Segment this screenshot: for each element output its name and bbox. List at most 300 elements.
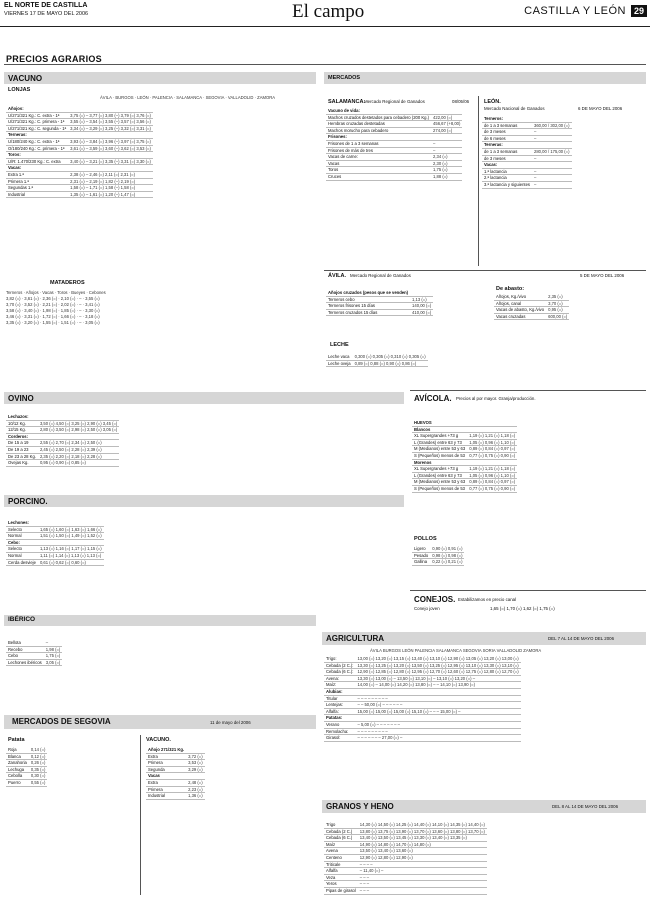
row-values: 2,55 (=) 2,70 (=) 2,34 (=) 2,50 (=) [38,440,119,447]
row-values: 1,19 (=) 1,21 (=) 1,18 (=) [469,433,516,439]
table-row [482,162,572,169]
row-label: Cebo [6,653,44,660]
row-values: 0,89 (=) 0,84 (=) 0,97 (=) [469,479,516,485]
table-row [6,185,153,192]
row-values: 0,22 (=) 0,21 (=) [432,559,463,565]
row-values: 1,36 (=) [188,793,203,799]
row-values: 12,90 (=) 12,80 (=) 12,90 (=) [358,854,487,861]
row-label: Industrial [146,793,186,800]
agricultura-title: AGRICULTURA [326,634,385,643]
table-row [6,539,104,546]
row-values: 13,50 (=) 13,40 (=) 13,60 (=) [358,848,487,855]
row-label: Leche oveja [328,360,351,366]
row-label: Frisones de 1 a 3 semanas [326,140,431,147]
granos-table [324,822,646,895]
avila-abasto-title: De abasto: [496,286,525,292]
row-label: XL Supergrandes +73 g [412,433,467,440]
row-values: 3,70 (=) [546,300,569,307]
table-row [324,841,487,848]
row-values: – [431,147,462,154]
row-label: 2.ª lactancia [482,175,532,182]
table-row [412,466,517,473]
table-row [324,861,487,868]
table-row [412,472,517,479]
conejo-row-label: Conejo joven [414,606,440,611]
table-row [326,140,462,147]
table-row [324,675,521,682]
salamanca-table [326,108,474,181]
row-label: Terneras: [6,132,68,139]
row-label: Lechazos: [6,414,38,420]
row-values: – 11,40 (=) – [358,868,487,875]
leon-date: 6 DE MAYO DEL 2006 [578,106,623,111]
row-values: 13,30 (=) 13,00 (=) – 13,50 (=) 13,10 (=) – 13,10 (=) 13,20 (=) – [355,675,520,682]
leon-subtitle: Mercado Nacional de Ganados [484,106,545,111]
mataderos-title: MATADEROS [50,280,85,286]
row-values: – – – – – – – 27,00 (=) – [355,735,520,742]
row-values: – 5,00 (=) – – – – – – – [355,721,520,728]
row-values [467,459,517,466]
row-values: 422,00 (=) [431,114,462,121]
row-label: Cebada (6 C.): [326,669,354,675]
table-row [324,881,487,888]
row-values: 274,00 (=) [431,127,462,134]
row-values: 14,90 (=) 14,80 (=) 14,70 (=) 14,80 (=) [358,841,487,848]
table-row [324,828,487,835]
table-row [6,460,119,467]
row-label: Vacas [146,773,186,780]
row-label: U/271/321 Kg.: C. extra - 1ª [6,112,68,119]
table-row [324,715,521,722]
row-label: Machos morucho para cebadero [326,127,431,134]
column-header: ÁVILA [370,648,383,653]
row-values: 0,14 (=) [30,747,46,752]
row-label: Gallina [412,559,430,566]
row-label: Terneras: [482,142,532,149]
row-values: – [532,181,572,188]
row-values: 2,35 (=) [546,294,569,300]
row-label: Añojos: [6,106,68,112]
row-values: 13,80 (=) 13,75 (=) 13,90 (=) 13,70 (=) 13,60 (=) 13,80 (=) 13,70 (=) [359,828,485,834]
row-label: de 3 meses [482,129,532,136]
table-row [326,360,428,367]
column-header: ZAMORA [523,648,542,653]
row-label: Segunda [146,766,186,773]
row-values: 13,30 (=) 13,25 (=) 13,20 (=) 13,50 (=) 13,25 (=) 12,95 (=) 13,10 (=) 13,30 (=) 13,10 (=) [357,662,519,668]
avila-table [326,290,488,316]
row-label: Zanahoria [8,760,27,766]
section-title: El campo [292,1,365,22]
row-label: Extra [146,779,186,786]
table-row [412,546,464,552]
table-row [6,171,153,178]
iberico-band [4,615,316,626]
segovia-vacuno-table [146,747,314,800]
row-values: – [532,168,572,175]
leon-table [482,116,646,189]
row-values: 2,38 (=) – 2,46 (=) 2,11 (=) 2,31 (=) [68,171,153,178]
table-row [6,753,47,760]
row-label: M (Medianos) entre 53 y 63 [414,446,466,452]
row-label: Añojos cruzados (pesos que se venden) [328,290,409,295]
row-label: Vacas [326,160,431,167]
table-row [6,433,119,440]
row-values: 0,35 (=) [30,766,46,772]
segovia-vacuno-title: VACUNO. [146,737,171,743]
table-row [482,181,572,188]
row-values: – – 50,00 (=) – – – – – – [355,702,520,709]
row-values: – – – [358,881,487,888]
table-row [326,309,433,316]
table-row [326,147,462,154]
avicola-title: AVÍCOLA. [414,394,452,403]
row-values [355,688,520,695]
row-label: de 1 a 3 semanas [482,148,532,155]
row-label: Normal [6,552,38,559]
row-values: 2,80 (=) 3,50 (=) 2,98 (=) 2,50 (=) 3,05 (=) [39,427,118,433]
row-values: 1,75 (=) [45,653,61,659]
table-row [412,446,517,453]
row-values: 2,31 (=) – 2,19 (=) 1,82 (–) 2,19 (=) [68,178,153,185]
page-number: 29 [631,5,647,17]
row-values: 0,77 (=) 0,75 (=) 0,90 (=) [469,485,516,491]
region-title: CASTILLA Y LEÓN [524,5,626,17]
leche-table [326,354,646,367]
table-row [6,526,104,533]
table-row [482,155,572,162]
table-row [6,178,153,185]
row-values: 360,00 / 302,00 (=) [534,122,570,128]
row-label: Terneros frisones 15 días [326,303,410,310]
table-row [326,154,462,161]
row-label: Ligero [412,546,430,552]
mercados-title: MERCADOS [328,75,361,81]
row-values: – – – [358,887,487,894]
row-label: Trigo: [324,656,355,662]
table-row [6,165,153,172]
row-values: 0,30 (=) [30,773,46,779]
avila-subtitle: Mercado Regional de Ganados [350,273,411,278]
table-row [482,148,572,155]
row-label: Centeno [324,854,358,861]
avicola-table [412,420,646,493]
iberico-table [6,640,316,666]
porcino-band [4,495,404,507]
row-label: Extra [146,753,186,760]
precios-title: PRECIOS AGRARIOS [6,54,102,64]
column-header: SORIA [482,648,497,653]
row-label: XL Supergrandes +73 g [412,466,467,473]
row-values: – [532,155,572,162]
row-label: Terneros: [482,116,532,122]
row-label: U/R: 1.470/230 Kg.: C. extra [6,158,68,165]
row-values: 0,89 (=) 0,84 (=) 0,97 (=) [469,446,516,452]
row-values: 0,55 (=) [30,779,46,785]
row-values: 0,95 (=) 0,90 (=) 0,85 (=) [38,460,119,467]
row-label: Cebolla [6,773,29,780]
row-values: 0,26 (=) [30,760,46,766]
row-values: 14,00 (=) – 14,00 (=) 14,20 (=) 13,80 (=) – – 14,10 (=) 13,90 (=) [355,682,520,689]
row-label: 12/15 Kg. [6,427,38,434]
row-values: 1,88 (=) [431,173,462,180]
row-label: Añojos, canal [494,300,546,307]
conejo-row-values: 1,65 (=) 1,70 (=) 1,62 (=) 1,75 (=) [490,606,555,611]
row-values: 3,50 (=) 4,50 (=) 3,25 (=) 2,90 (=) 3,45 (=) [39,420,118,426]
row-label: Toros [326,167,431,174]
table-row [324,682,521,689]
segovia-title: MERCADOS DE SEGOVIA [12,717,111,726]
conejo-title: CONEJOS. [414,595,456,604]
row-values: 0,12 (=) [30,753,46,759]
mataderos-grid: Terneros · Añojos · Vacas · Toros · Bueyes · Cebones 3,82 (=) · 3,61 (=) · 2,36 (=) · 2,10 (=) · – · 3,55 (=) 3,70 (=) · 3,52 (=) · 2,21 (=) · 2,02 (=) · – · 3,41 (=) 3,58 (=) · 3,40 (=) · 1,98 (=) · 1,85 (=) · – · 3,30 (=) 3,46 (=) · 3,31 (=) · 1,72 (=) · 1,66 (=) · – · 3,18 (=) 3,35 (=) · 3,20 (=) · 1,55 (=) · 1,51 (=) · – · 3,05 (=) [6,290,106,325]
row-label: Hembras cruzadas destetadas [326,121,431,128]
segovia-table [6,747,136,787]
row-values: 3,53 (=) [188,760,203,766]
column-header: BURGOS [382,648,403,653]
row-values: 3,55 (=) – 3,54 (=) 3,55 (–) 3,57 (=) 3,56 (=) [70,119,151,125]
row-label: Avena [324,848,358,855]
row-label: Frisones de más de tres [326,147,431,154]
table-row [482,142,572,149]
row-values: 0,61 (=) 0,62 (=) 0,60 (=) [38,559,104,566]
row-label: Segundas 1.ª [6,185,68,192]
table-row [482,168,572,175]
table-row [6,112,153,119]
row-label: de 3 meses [482,155,532,162]
agricultura-table [324,656,646,742]
agricultura-columns [370,648,646,654]
row-label: Primera [146,786,186,793]
table-row [324,854,487,861]
row-label: Vacas: [6,165,68,172]
vacuno-band [4,72,316,84]
row-label: Cebada (2 C.): [326,662,354,668]
table-row [482,129,572,136]
table-row [6,533,104,540]
row-label: De 15 a 19 [6,440,38,447]
salamanca-subtitle: Mercado Regional de Ganados [364,99,425,104]
table-row [146,773,205,780]
row-label: U/271/321 Kg.: C. primera - 1ª [6,119,68,126]
salamanca-title: SALAMANCA. [328,99,365,105]
row-values: 2,45 (=) 2,50 (=) 2,28 (=) 2,39 (=) [38,446,119,453]
row-values: 15,00 (=) 15,00 (=) 15,00 (=) 15,10 (=) – – – 15,00 (=) – [355,708,520,715]
row-label: Trigo [324,822,358,828]
table-row [494,307,569,314]
row-label: Frisones: [326,134,431,141]
row-values: 0,77 (=) 0,75 (=) 0,90 (=) [469,452,516,458]
row-label: Lechuga [6,766,29,773]
row-values: – [44,640,63,646]
table-row [324,702,521,709]
granos-date: DEL 8 AL 14 DE MAYO DEL 2006 [552,804,619,809]
row-values: 0,89 (=) 0,88 (=) 0,90 (=) 0,86 (=) [353,360,428,367]
ovino-title: OVINO [8,394,34,403]
row-values [431,134,462,141]
table-row [412,426,517,433]
column-header: LEÓN [402,648,415,653]
row-label: Girasol: [324,735,355,742]
row-label: Vacuno de vida: [326,108,431,114]
row-label: Verano [324,721,355,728]
table-row [324,662,521,669]
row-label: Vacas de carne: [326,154,431,161]
table-row [326,167,462,174]
row-label: Pipas de girasol [326,887,356,893]
row-label: Patatas: [324,715,355,722]
table-row [6,653,62,660]
table-row [324,669,521,676]
row-label: Alubias: [324,688,355,695]
table-row [6,119,153,126]
table-row [6,158,153,165]
table-row [6,446,119,453]
table-row [494,313,569,320]
page-header [0,0,650,27]
row-values: 1,13 (=) [410,296,433,303]
row-values [532,162,572,169]
table-row [6,138,153,145]
pollos-table [412,546,646,566]
row-label: Toros: [6,152,68,159]
granos-title: GRANOS Y HENO [326,802,394,811]
table-row [6,152,153,159]
row-label: Lentejas: [324,702,355,709]
table-row [6,773,47,780]
row-label: Bellota [6,640,44,646]
row-values: – – – – – – – – – [355,728,520,735]
row-label: Yeros [324,881,358,888]
row-label: Veza [324,874,358,881]
column-header: PALENCIA [414,648,437,653]
row-label: Lechones: [6,520,38,526]
row-label: L (Grandes) entre 63 y 73 [412,472,467,479]
table-row [6,766,47,773]
row-label: Remolacha: [324,728,355,735]
row-label: Maíz [324,841,358,848]
row-values: 3,34 (=) – 3,29 (=) 3,25 (–) 3,32 (=) 3,31 (=) [70,125,151,131]
table-row [412,459,517,466]
row-values: 3,75 (=) – 3,77 (=) 3,80 (–) 3,79 (=) 3,76 (=) [70,112,151,118]
row-label: Alfalfa [324,868,358,875]
porcino-table [6,520,402,566]
table-row [6,646,62,653]
table-row [324,848,487,855]
row-values: 2,30 (=) [431,160,462,167]
pollos-title: POLLOS [414,536,437,542]
row-values: 1,11 (=) 1,14 (=) 1,13 (=) 1,13 (=) [38,552,104,559]
row-values: – – – – [358,861,487,868]
avila-title: ÁVILA. [328,273,347,279]
row-label: Terneros cruzados 15 días [326,309,410,316]
row-values: 140,00 (=) [412,303,432,309]
vacuno-lonjas-table [6,106,316,198]
table-row [146,760,205,767]
table-row [412,433,517,440]
table-row [412,485,517,492]
row-label: Corderos: [6,433,38,440]
row-label: Cerda desvieje [8,559,36,565]
row-values: 1,65 (=) 1,60 (=) 1,63 (=) 1,66 (=) [39,526,102,532]
table-row [324,868,487,875]
row-label: Normal [6,533,38,540]
table-row [6,132,153,139]
table-row [412,479,517,486]
row-label: L (Grandes) entre 63 y 73 [412,439,467,446]
row-label: Cebada (2 C.) [324,828,358,835]
table-row [324,835,487,842]
table-row [146,793,205,800]
row-values [38,539,104,546]
row-values: 2,34 (=) [431,154,462,161]
table-row [6,427,119,434]
avila-date: 5 DE MAYO DEL 2006 [580,273,625,278]
table-row [324,688,521,695]
row-values [68,152,153,159]
ovino-table [6,414,402,467]
row-values [355,715,520,722]
row-values: – [532,135,572,142]
table-row [326,160,462,167]
row-label: 10/12 Kg. [6,420,38,427]
table-row [412,559,464,566]
row-values: 1,05 (=) 0,96 (=) 1,10 (=) [469,472,516,478]
row-label: S (Pequeños) menos de 53 [412,485,467,492]
leon-title: LEÓN. [484,99,501,105]
row-label: Recebo [6,646,44,653]
row-values: – [532,129,572,136]
table-row [6,779,47,786]
table-row [324,728,521,735]
table-row [324,887,487,894]
row-label: de 1 a 3 semanas [482,122,532,129]
row-label: Ovejas Kg. [6,460,38,467]
table-row [6,552,104,559]
column-header: SALAMANCA [436,648,463,653]
publication-name: EL NORTE DE CASTILLA [4,2,88,9]
table-row [6,145,153,152]
row-label: Blanca [6,753,29,760]
table-row [482,175,572,182]
row-label: Vacas de abasto, Kg./vivo [496,307,545,313]
row-label: Vacas: [482,162,532,169]
row-label: 3.ª lactancia y siguientes [484,181,531,187]
row-label: Blancos [412,426,467,433]
row-label: HUEVOS [412,420,467,426]
table-row [146,766,205,773]
table-row [6,191,153,198]
date-line: VIERNES 17 DE MAYO DEL 2006 [4,11,89,17]
row-values: 1,05 (=) 0,96 (=) 1,10 (=) [469,439,516,445]
table-row [326,303,433,310]
agricultura-date: DEL 7 AL 14 DE MAYO DEL 2006 [548,636,615,641]
row-values: – [532,175,572,182]
table-row [494,300,569,307]
row-values: 3,05 (=) [45,659,61,665]
row-values: 3,40 (=) – 3,21 (=) 3,35 (–) 3,31 (=) 3,30 (=) [70,158,151,164]
row-label: Añojos, Kg./vivo [494,294,546,300]
row-values: 3,93 (=) – 3,84 (=) 3,96 (–) 3,97 (=) 3,75 (=) [70,138,151,144]
row-values: 3,29 (=) [188,766,203,772]
row-values: 280,00 / 175,00 (=) [534,148,570,154]
row-label: Cebo: [6,539,38,546]
row-label: Machos cruzados destetados para cebadero (200 Kg.) [328,114,430,120]
ovino-band [4,392,404,404]
row-values: 13,00 (=) 13,20 (=) 13,15 (=) 13,40 (=) 13,10 (=) 12,90 (=) 13,05 (=) 13,20 (=) 13,00 (=) [357,656,519,661]
row-label: Primera 1.ª [6,178,68,185]
table-row [146,779,205,786]
mercados-band [324,72,646,84]
